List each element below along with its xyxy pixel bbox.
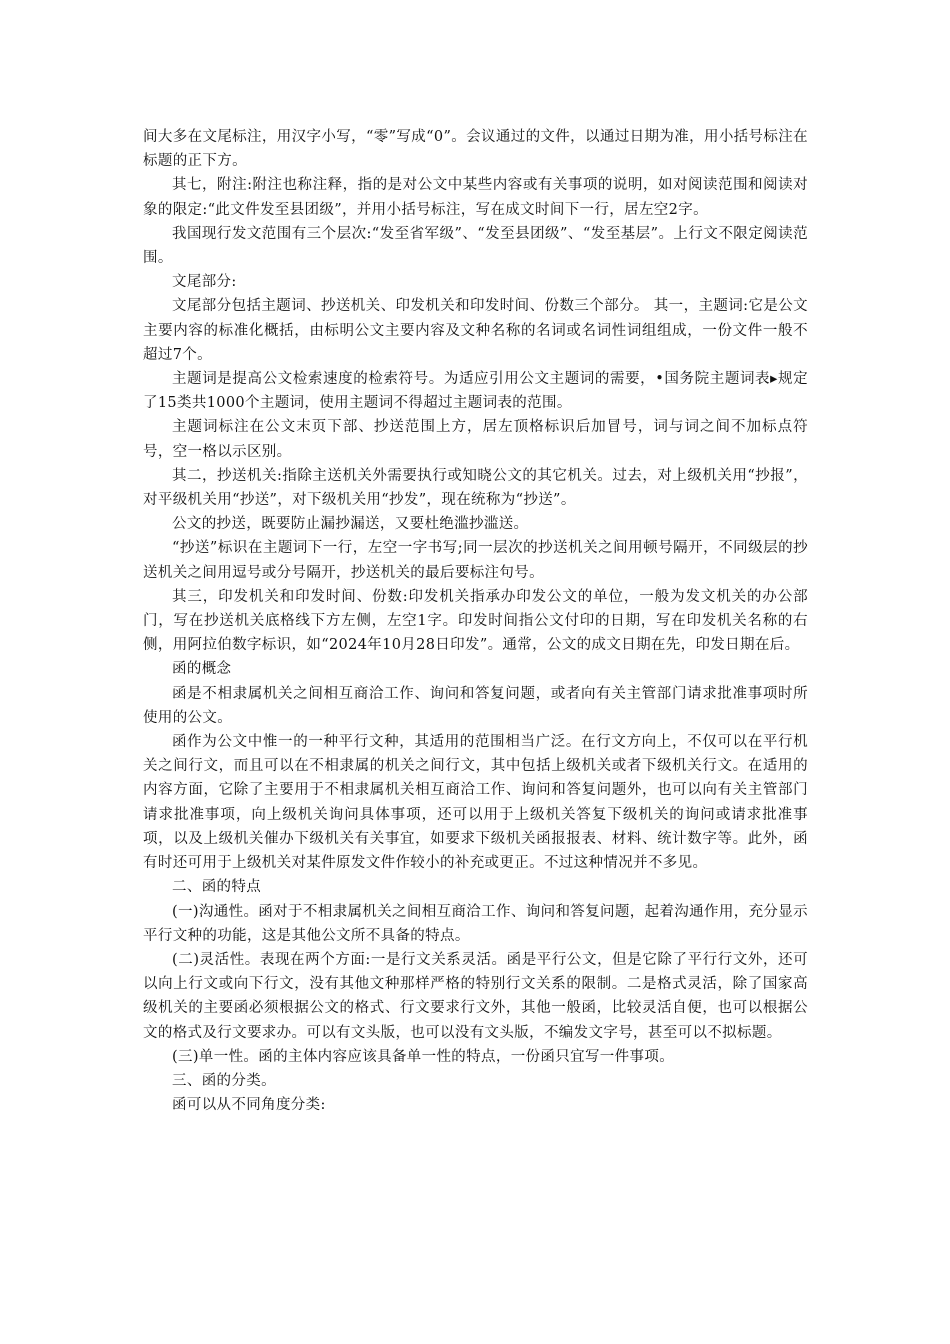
paragraph-annotation: 其七，附注:附注也称注释，指的是对公文中某些内容或有关事项的说明，如对阅读范围和阅读对象的限定:“此文件发至县团级”，并用小括号标注，写在成文时间下一行，居左空2字。 bbox=[143, 177, 808, 218]
paragraph-copy-marking: “抄送”标识在主题词下一行，左空一字书写;同一层次的抄送机关之间用顿号隔开，不同级层的抄送机关之间用逗号或分号隔开，抄送机关的最后要标注句号。 bbox=[143, 540, 808, 581]
paragraph-letter-definition: 函是不相隶属机关之间相互商洽工作、询问和答复问题，或者向有关主管部门请求批准事项时所使用的公文。 bbox=[143, 685, 808, 726]
section-heading-ending: 文尾部分: bbox=[172, 274, 237, 291]
paragraph-date-notation: 间大多在文尾标注，用汉字小写，“零”写成“0”。会议通过的文件，以通过日期为准，用小括号标注在标题的正下方。 bbox=[143, 129, 808, 170]
paragraph-classification-intro: 函可以从不同角度分类: bbox=[172, 1097, 326, 1114]
paragraph-subject-terms-position: 主题词标注在公文末页下部、抄送范围上方，居左顶格标识后加冒号，词与词之间不加标点符号，空一格以示区别。 bbox=[143, 419, 808, 460]
paragraph-letter-scope: 函作为公文中惟一的一种平行文种，其适用的范围相当广泛。在行文方向上，不仅可以在平行机关之间行文，而且可以在不相隶属的机关之间行文，其中包括上级机关或者下级机关行文。在适用的内容方面，它除了主要用于不相隶属机关相互商洽工作、询问和答复问题外，也可以向有关主管部门请求批准事项，向上级机关询问具体事项，还可以用于上级机关答复下级机关的询问或请求批准事项，以及上级机关催办下级机关有关事宜，如要求下级机关函报报表、材料、统计数字等。此外，函有时还可用于上级机关对某件原发文件作较小的补充或更正。不过这种情况并不多见。 bbox=[143, 734, 808, 872]
paragraph-feature-singularity: (三)单一性。函的主体内容应该具备单一性的特点，一份函只宜写一件事项。 bbox=[172, 1048, 675, 1065]
section-heading-letter-concept: 函的概念 bbox=[172, 661, 232, 678]
paragraph-distribution-scope: 我国现行发文范围有三个层次:“发至省军级”、“发至县团级”、“发至基层”。上行文不限定阅读范围。 bbox=[143, 225, 808, 267]
section-heading-letter-classification: 三、函的分类。 bbox=[172, 1072, 276, 1089]
document-body bbox=[143, 125, 808, 1117]
paragraph-copy-principle: 公文的抄送，既要防止漏抄漏送，又要杜绝滥抄滥送。 bbox=[172, 516, 529, 533]
section-heading-letter-features: 二、函的特点 bbox=[172, 879, 262, 896]
paragraph-subject-terms-retrieval: 主题词是提高公文检索速度的检索符号。为适应引用公文主题词的需要，•国务院主题词表▸规定了15类共1000个主题词，使用主题词不得超过主题词表的范围。 bbox=[143, 371, 808, 412]
paragraph-subject-terms: 文尾部分包括主题词、抄送机关、印发机关和印发时间、份数三个部分。 其一，主题词:它是公文主要内容的标准化概括，由标明公文主要内容及文种名称的名词或名词性词组组成，一份文件一般不超过7个。 bbox=[143, 298, 808, 363]
paragraph-feature-flexibility: (二)灵活性。表现在两个方面:一是行文关系灵活。函是平行公文，但是它除了平行行文外，还可以向上行文或向下行文，没有其他文种那样严格的特别行文关系的限制。二是格式灵活，除了国家高级机关的主要函必须根据公文的格式、行文要求行文外，其他一般函，比较灵活自便，也可以根据公文的格式及行文要求办。可以有文头版，也可以没有文头版，不编发文字号，甚至可以不拟标题。 bbox=[143, 951, 808, 1041]
paragraph-feature-communication: (一)沟通性。函对于不相隶属机关之间相互商洽工作、询问和答复问题，起着沟通作用，充分显示平行文种的功能，这是其他公文所不具备的特点。 bbox=[143, 903, 808, 944]
paragraph-copy-to-organs: 其二，抄送机关:指除主送机关外需要执行或知晓公文的其它机关。过去，对上级机关用“抄报”，对平级机关用“抄送”，对下级机关用“抄发”，现在统称为“抄送”。 bbox=[143, 467, 808, 509]
paragraph-printing-organ: 其三，印发机关和印发时间、份数:印发机关指承办印发公文的单位，一般为发文机关的办公部门，写在抄送机关底格线下方左侧，左空1字。印发时间指公文付印的日期，写在印发机关名称的右侧，用阿拉伯数字标识，如“2024年10月28日印发”。通常，公文的成文日期在先，印发日期在后。 bbox=[143, 588, 808, 654]
